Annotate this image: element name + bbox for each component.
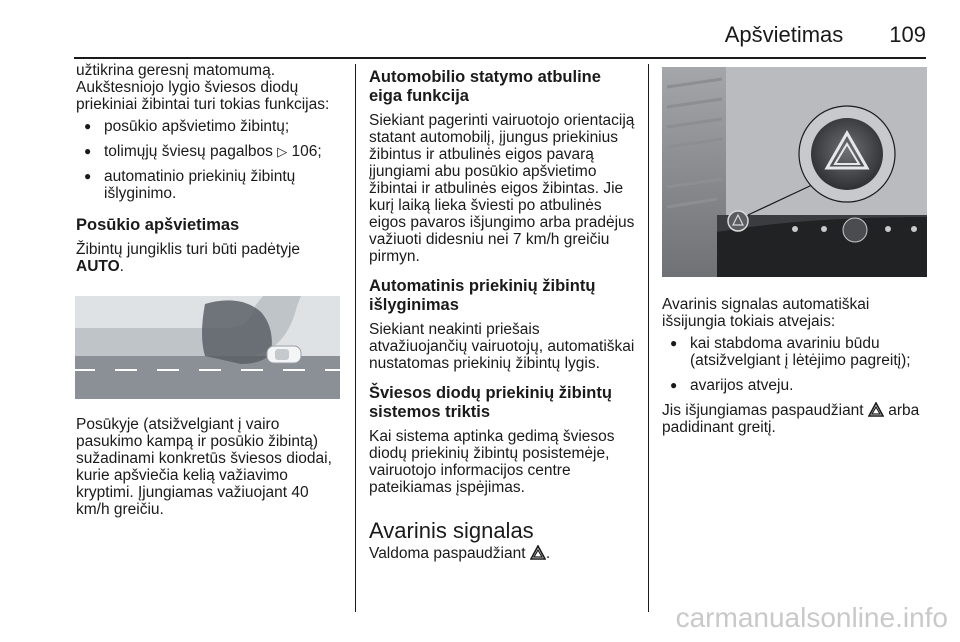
col3-paragraph-1: Avarinis signalas automatiškai išsijungia tokiais atvejais: — [662, 296, 870, 330]
list-item: ● kai stabdoma avariniu būdu (atsižvelgiant į lėtėjimo pagreitį); — [662, 335, 928, 369]
col1-paragraph: Žibintų jungiklis turi būti padėtyje AUTO. — [76, 241, 301, 275]
page-number: 109 — [889, 22, 926, 47]
column-1 — [76, 62, 342, 275]
col2-paragraph-2: Siekiant neakinti priešais atvažiuojančių vairuotojų, automatiškai nustatomas priekinių žibintų lygis. — [369, 321, 635, 372]
cornering-light-illustration — [75, 296, 340, 399]
car-icon — [267, 346, 301, 363]
list-item: ● avarijos atveju. — [662, 377, 928, 394]
hazard-switch-photo — [662, 67, 927, 277]
section-title: Apšvietimas — [724, 22, 844, 47]
reference-arrow-icon: ▷ — [277, 144, 288, 159]
col1-bullet-list — [76, 118, 342, 202]
col2-paragraph-3: Kai sistema aptinka gedimą šviesos diodų priekinių žibintų posistemėje, vairuotojo informacijos centre pateikiamas įspėjimas. — [369, 428, 615, 496]
col3-bullet-list — [662, 335, 928, 394]
section-heading-auto-levelling: Automatinis priekinių žibintų išlyginimas — [369, 277, 596, 314]
header-rule — [74, 57, 926, 59]
column-3 — [662, 296, 928, 436]
hazard-warning-icon — [530, 545, 546, 560]
column-divider-1 — [355, 64, 356, 612]
col1-intro: užtikrina geresnį matomumą. Aukštesniojo lygio šviesos diodų priekiniai žibintai turi tokias funkcijas: — [76, 62, 330, 113]
figure-caption: Posūkyje (atsižvelgiant į vairo pasukimo kampą ir posūkio žibintą) sužadinami konkretūs šviesos diodai, kurie apšviečia kelią važiavimo kryptimi. Įjungiamas važiuojant 40 km/h greičiu. — [76, 416, 332, 518]
col3-paragraph-2: Jis išjungiamas paspaudžiant arba padidinant greitį. — [662, 402, 920, 436]
column-divider-2 — [648, 64, 649, 612]
watermark: carmanualsonline.info — [675, 602, 948, 633]
page-header — [74, 22, 926, 48]
section-heading-reverse-assist: Automobilio statymo atbuline eiga funkcija — [369, 68, 601, 105]
section-heading-cornering-light: Posūkio apšvietimas — [76, 216, 240, 234]
list-item: ● tolimųjų šviesų pagalbos ▷ 106; — [76, 143, 342, 160]
section-heading-hazard-lights: Avarinis signalas — [369, 518, 534, 543]
column-1-caption — [76, 416, 342, 518]
hazard-warning-icon — [868, 402, 884, 417]
col2-paragraph-1: Siekiant pagerinti vairuotojo orientaciją statant automobilį, įjungus priekinius žibintus ir atbulinės eigos pavarą įjungiami abu posūkio apšvietimo žibintai ir atbulinės eigos žibintas. Jie kurį laiką lieka šviesti po atbulinės eigos pavaros išjungimo arba pradėjus važiuoti didesniu nei 7 km/h greičiu pirmyn. — [369, 112, 635, 265]
list-item: ● posūkio apšvietimo žibintų; — [76, 118, 342, 135]
column-2 — [369, 68, 635, 562]
section-heading-led-failure: Šviesos diodų priekinių žibintų sistemos triktis — [369, 384, 612, 421]
col2-paragraph-4: Valdoma paspaudžiant . — [369, 545, 551, 562]
list-item: ● automatinio priekinių žibintų išlyginimo. — [76, 168, 342, 202]
